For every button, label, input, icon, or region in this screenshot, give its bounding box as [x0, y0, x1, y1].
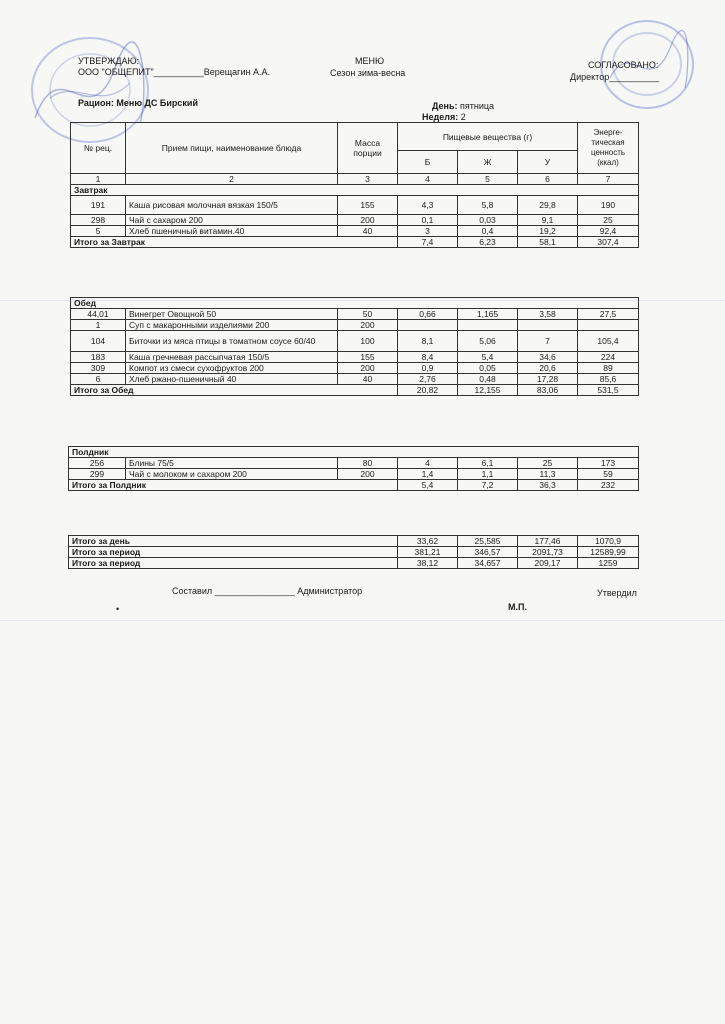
menu-table-snack — [68, 446, 639, 491]
total-e: 307,4 — [578, 237, 639, 248]
cell-u: 20,6 — [518, 363, 578, 374]
total-b: 7,4 — [398, 237, 458, 248]
grand-total-row — [69, 536, 639, 547]
dot-mark: • — [116, 604, 120, 614]
menu-table-totals — [68, 535, 639, 569]
week-line — [422, 112, 466, 122]
cell-b: 0,66 — [398, 309, 458, 320]
table-row — [71, 196, 639, 215]
cell-u: 19,2 — [518, 226, 578, 237]
approve-person: Верещагин А.А. — [203, 67, 270, 77]
total-b: 20,82 — [398, 385, 458, 396]
total-u: 177,46 — [518, 536, 578, 547]
table-row — [71, 331, 639, 352]
table-row — [71, 309, 639, 320]
approved-label: Утвердил — [597, 588, 637, 598]
col-num: 7 — [578, 174, 639, 185]
table-row — [71, 215, 639, 226]
agreed-role: Директор — [570, 72, 610, 82]
cell-no: 309 — [71, 363, 126, 374]
col-b: Б — [398, 151, 458, 174]
cell-u: 34,6 — [518, 352, 578, 363]
composed-label: Составил — [172, 586, 213, 596]
cell-name: Каша рисовая молочная вязкая 150/5 — [126, 196, 338, 215]
col-mass: Масса порции — [338, 123, 398, 174]
cell-zh: 5,8 — [458, 196, 518, 215]
cell-name: Хлеб ржано-пшеничный 40 — [126, 374, 338, 385]
col-num: 4 — [398, 174, 458, 185]
col-name: Прием пищи, наименование блюда — [126, 123, 338, 174]
total-b: 5,4 — [398, 480, 458, 491]
cell-name: Чай с молоком и сахаром 200 — [126, 469, 338, 480]
cell-name: Каша гречневая рассыпчатая 150/5 — [126, 352, 338, 363]
total-u: 83,06 — [518, 385, 578, 396]
col-no: № рец. — [71, 123, 126, 174]
total-u: 2091,73 — [518, 547, 578, 558]
cell-name: Компот из смеси сухофруктов 200 — [126, 363, 338, 374]
section-title: Обед — [71, 298, 639, 309]
total-zh: 7,2 — [458, 480, 518, 491]
approve-org: ООО "ОБЩЕПИТ" — [78, 67, 154, 77]
cell-e: 27,5 — [578, 309, 639, 320]
cell-mass: 200 — [338, 363, 398, 374]
table-row — [69, 469, 639, 480]
cell-e: 25 — [578, 215, 639, 226]
cell-no: 256 — [69, 458, 126, 469]
total-label: Итого за день — [69, 536, 398, 547]
cell-name: Винегрет Овощной 50 — [126, 309, 338, 320]
total-label: Итого за Полдник — [69, 480, 398, 491]
cell-b: 8,1 — [398, 331, 458, 352]
cell-mass: 40 — [338, 374, 398, 385]
cell-zh: 1,165 — [458, 309, 518, 320]
cell-e — [578, 320, 639, 331]
cell-e: 85,6 — [578, 374, 639, 385]
cell-zh: 0,05 — [458, 363, 518, 374]
table-row — [69, 458, 639, 469]
approve-title: УТВЕРЖДАЮ: — [78, 56, 140, 66]
section-title-row — [69, 447, 639, 458]
agreed-blank: __________ — [609, 72, 660, 82]
approve-line — [78, 67, 270, 77]
week-value: 2 — [460, 112, 466, 122]
col-num: 3 — [338, 174, 398, 185]
ration-label: Рацион: Меню ДС Бирский — [78, 98, 198, 108]
col-u: У — [518, 151, 578, 174]
total-u: 36,3 — [518, 480, 578, 491]
table-row — [71, 320, 639, 331]
menu-table-breakfast — [70, 122, 639, 248]
menu-table-lunch — [70, 297, 639, 396]
cell-name: Суп с макаронными изделиями 200 — [126, 320, 338, 331]
cell-mass: 200 — [338, 320, 398, 331]
cell-mass: 100 — [338, 331, 398, 352]
col-energy: Энерге-тическая ценность (ккал) — [578, 123, 639, 174]
cell-no: 183 — [71, 352, 126, 363]
cell-mass: 80 — [338, 458, 398, 469]
grand-total-row — [69, 558, 639, 569]
cell-u: 7 — [518, 331, 578, 352]
day-line — [432, 101, 494, 111]
agreed-line — [570, 72, 659, 82]
cell-zh: 6,1 — [458, 458, 518, 469]
season: Сезон зима-весна — [330, 68, 406, 78]
cell-u: 25 — [518, 458, 578, 469]
cell-no: 44,01 — [71, 309, 126, 320]
cell-u: 3,58 — [518, 309, 578, 320]
total-row — [71, 385, 639, 396]
total-e: 12589,99 — [578, 547, 639, 558]
day-label: День: — [432, 101, 458, 111]
total-e: 531,5 — [578, 385, 639, 396]
cell-no: 191 — [71, 196, 126, 215]
approve-blank: __________ — [153, 67, 204, 77]
cell-zh: 0,03 — [458, 215, 518, 226]
cell-e: 92,4 — [578, 226, 639, 237]
total-b: 33,62 — [398, 536, 458, 547]
cell-b: 2,76 — [398, 374, 458, 385]
cell-e: 224 — [578, 352, 639, 363]
table-row — [71, 363, 639, 374]
col-num: 5 — [458, 174, 518, 185]
composed-blank: ________________ — [214, 586, 295, 596]
cell-no: 104 — [71, 331, 126, 352]
cell-e: 190 — [578, 196, 639, 215]
col-zh: Ж — [458, 151, 518, 174]
total-label: Итого за Обед — [71, 385, 398, 396]
cell-zh: 5,4 — [458, 352, 518, 363]
total-u: 209,17 — [518, 558, 578, 569]
cell-name: Блины 75/5 — [126, 458, 338, 469]
cell-no: 298 — [71, 215, 126, 226]
cell-zh: 1,1 — [458, 469, 518, 480]
column-numbers-row — [71, 174, 639, 185]
cell-b: 8,4 — [398, 352, 458, 363]
cell-b: 0,1 — [398, 215, 458, 226]
cell-e: 59 — [578, 469, 639, 480]
cell-mass: 200 — [338, 469, 398, 480]
cell-mass: 50 — [338, 309, 398, 320]
cell-u: 11,3 — [518, 469, 578, 480]
col-num: 6 — [518, 174, 578, 185]
cell-b — [398, 320, 458, 331]
cell-b: 3 — [398, 226, 458, 237]
cell-b: 4,3 — [398, 196, 458, 215]
cell-e: 105,4 — [578, 331, 639, 352]
total-u: 58,1 — [518, 237, 578, 248]
col-num: 2 — [126, 174, 338, 185]
total-b: 381,21 — [398, 547, 458, 558]
total-zh: 6,23 — [458, 237, 518, 248]
grand-total-row — [69, 547, 639, 558]
cell-zh — [458, 320, 518, 331]
total-b: 38,12 — [398, 558, 458, 569]
section-title: Полдник — [69, 447, 639, 458]
table-row — [71, 226, 639, 237]
table-row — [71, 374, 639, 385]
cell-mass: 155 — [338, 352, 398, 363]
section-title: Завтрак — [71, 185, 639, 196]
col-num: 1 — [71, 174, 126, 185]
day-value: пятница — [460, 101, 495, 111]
total-label: Итого за период — [69, 547, 398, 558]
total-e: 1070,9 — [578, 536, 639, 547]
table-row — [71, 352, 639, 363]
total-label: Итого за Завтрак — [71, 237, 398, 248]
total-label: Итого за период — [69, 558, 398, 569]
cell-zh: 0,4 — [458, 226, 518, 237]
mp-label: М.П. — [508, 602, 527, 612]
section-title-row — [71, 185, 639, 196]
cell-no: 5 — [71, 226, 126, 237]
cell-e: 173 — [578, 458, 639, 469]
cell-b: 1,4 — [398, 469, 458, 480]
cell-name: Биточки из мяса птицы в томатном соусе 60/40 — [126, 331, 338, 352]
cell-u: 29,8 — [518, 196, 578, 215]
admin-label: Администратор — [297, 586, 363, 596]
composed-line — [172, 586, 362, 596]
cell-zh: 0,48 — [458, 374, 518, 385]
cell-no: 299 — [69, 469, 126, 480]
cell-no: 6 — [71, 374, 126, 385]
cell-u: 17,28 — [518, 374, 578, 385]
week-label: Неделя: — [422, 112, 459, 122]
total-row — [69, 480, 639, 491]
total-e: 232 — [578, 480, 639, 491]
cell-u — [518, 320, 578, 331]
scan-artifact — [0, 620, 725, 621]
total-zh: 346,57 — [458, 547, 518, 558]
cell-mass: 200 — [338, 215, 398, 226]
cell-mass: 40 — [338, 226, 398, 237]
cell-u: 9,1 — [518, 215, 578, 226]
cell-b: 4 — [398, 458, 458, 469]
total-zh: 12,155 — [458, 385, 518, 396]
cell-mass: 155 — [338, 196, 398, 215]
total-zh: 25,585 — [458, 536, 518, 547]
cell-zh: 5,06 — [458, 331, 518, 352]
section-title-row — [71, 298, 639, 309]
col-nutrients: Пищевые вещества (г) — [398, 123, 578, 151]
total-zh: 34,657 — [458, 558, 518, 569]
cell-name: Чай с сахаром 200 — [126, 215, 338, 226]
cell-name: Хлеб пшеничный витамин.40 — [126, 226, 338, 237]
menu-title: МЕНЮ — [355, 56, 385, 66]
total-row — [71, 237, 639, 248]
cell-b: 0,9 — [398, 363, 458, 374]
total-e: 1259 — [578, 558, 639, 569]
cell-no: 1 — [71, 320, 126, 331]
agreed-title: СОГЛАСОВАНО: — [588, 60, 659, 70]
cell-e: 89 — [578, 363, 639, 374]
